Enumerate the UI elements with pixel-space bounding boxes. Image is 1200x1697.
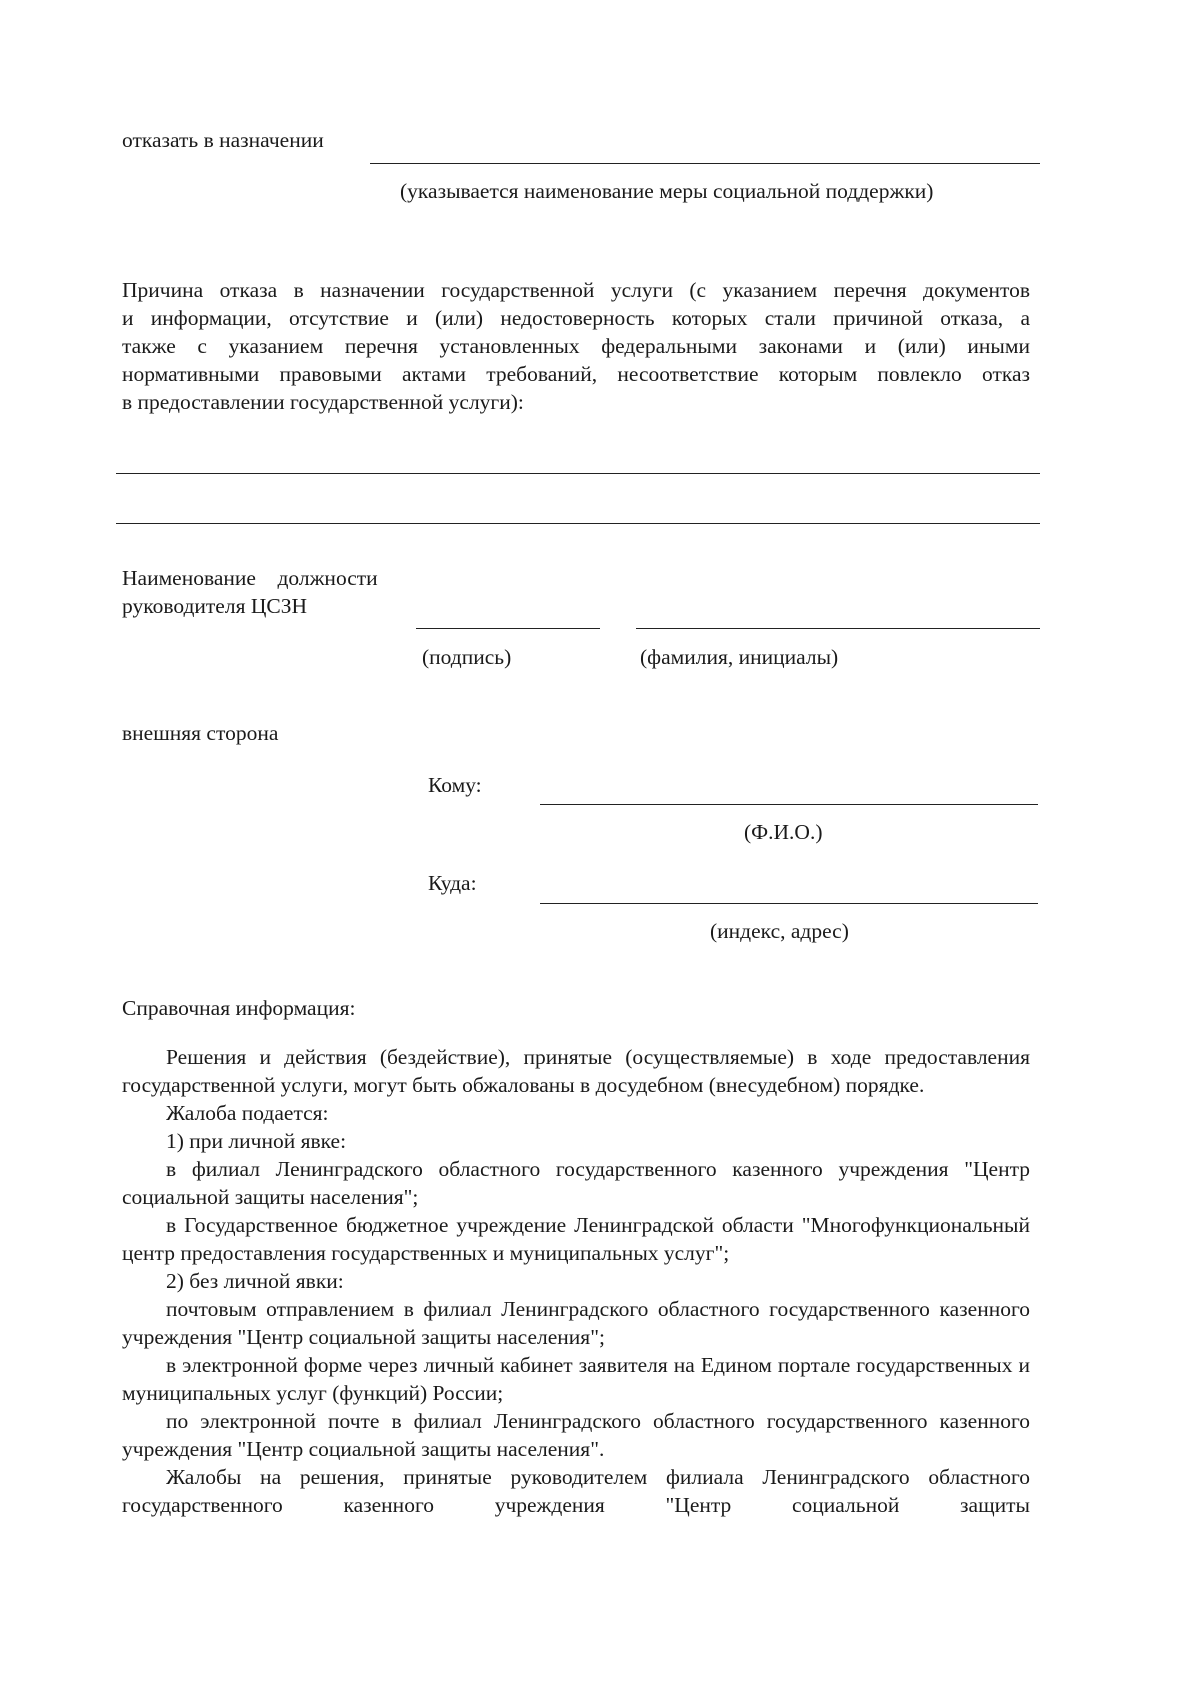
where-caption: (индекс, адрес) [710,919,849,943]
reference-body [122,1043,1030,1519]
reference-paragraph: по электронной почте в филиал Ленинградского областного государственного казенного учреждения "Центр социальной защиты населения". [122,1409,1030,1461]
name-fill-line [636,628,1040,629]
reference-paragraph: в Государственное бюджетное учреждение Ленинградской области "Многофункциональный центр предоставления государственных и муниципальных услуг"; [122,1213,1030,1265]
reference-title: Справочная информация: [122,996,356,1020]
reference-paragraph: почтовым отправлением в филиал Ленинградского областного государственного казенного учреждения "Центр социальной защиты населения"; [122,1297,1030,1349]
name-caption: (фамилия, инициалы) [640,645,839,669]
refusal-fill-line [370,163,1040,164]
reason-line-1: Причина отказа в назначении государственной услуги (с указанием перечня документов [122,278,1030,302]
reason-fill-line-2 [116,523,1040,524]
position-title-line-2: руководителя ЦСЗН [122,594,307,618]
reference-paragraph: 2) без личной явки: [166,1269,344,1293]
reference-paragraph: Решения и действия (бездействие), принятые (осуществляемые) в ходе предоставления государственной услуги, могут быть обжалованы в досудебном (внесудебном) порядке. [122,1045,1030,1097]
reference-paragraph: 1) при личной явке: [166,1129,347,1153]
position-title-line-1: Наименование должности [122,566,378,590]
reason-line-2: и информации, отсутствие и (или) недостоверность которых стали причиной отказа, а [122,306,1030,330]
refusal-caption: (указывается наименование меры социальной поддержки) [400,179,934,203]
signature-caption: (подпись) [422,645,512,669]
where-label: Куда: [428,871,477,895]
reason-paragraph [122,276,1030,416]
to-caption: (Ф.И.О.) [744,820,823,844]
reference-paragraph: Жалоба подается: [166,1101,329,1125]
signature-fill-line [416,628,600,629]
refusal-label: отказать в назначении [122,128,324,152]
reason-line-4: нормативными правовыми актами требований, несоответствие которым повлекло отказ [122,362,1030,386]
reference-paragraph: в филиал Ленинградского областного государственного казенного учреждения "Центр социальной защиты населения"; [122,1157,1030,1209]
reason-line-3: также с указанием перечня установленных федеральными законами и (или) иными [122,334,1030,358]
to-label: Кому: [428,773,482,797]
envelope-label: внешняя сторона [122,721,279,745]
reason-line-5: в предоставлении государственной услуги): [122,390,524,414]
reason-fill-line-1 [116,473,1040,474]
where-fill-line [540,903,1038,904]
reference-paragraph: в электронной форме через личный кабинет заявителя на Едином портале государственных и муниципальных услуг (функций) России; [122,1353,1030,1405]
reference-paragraph: Жалобы на решения, принятые руководителем филиала Ленинградского областного государственного казенного учреждения "Центр социальной защиты [122,1465,1030,1517]
to-fill-line [540,804,1038,805]
